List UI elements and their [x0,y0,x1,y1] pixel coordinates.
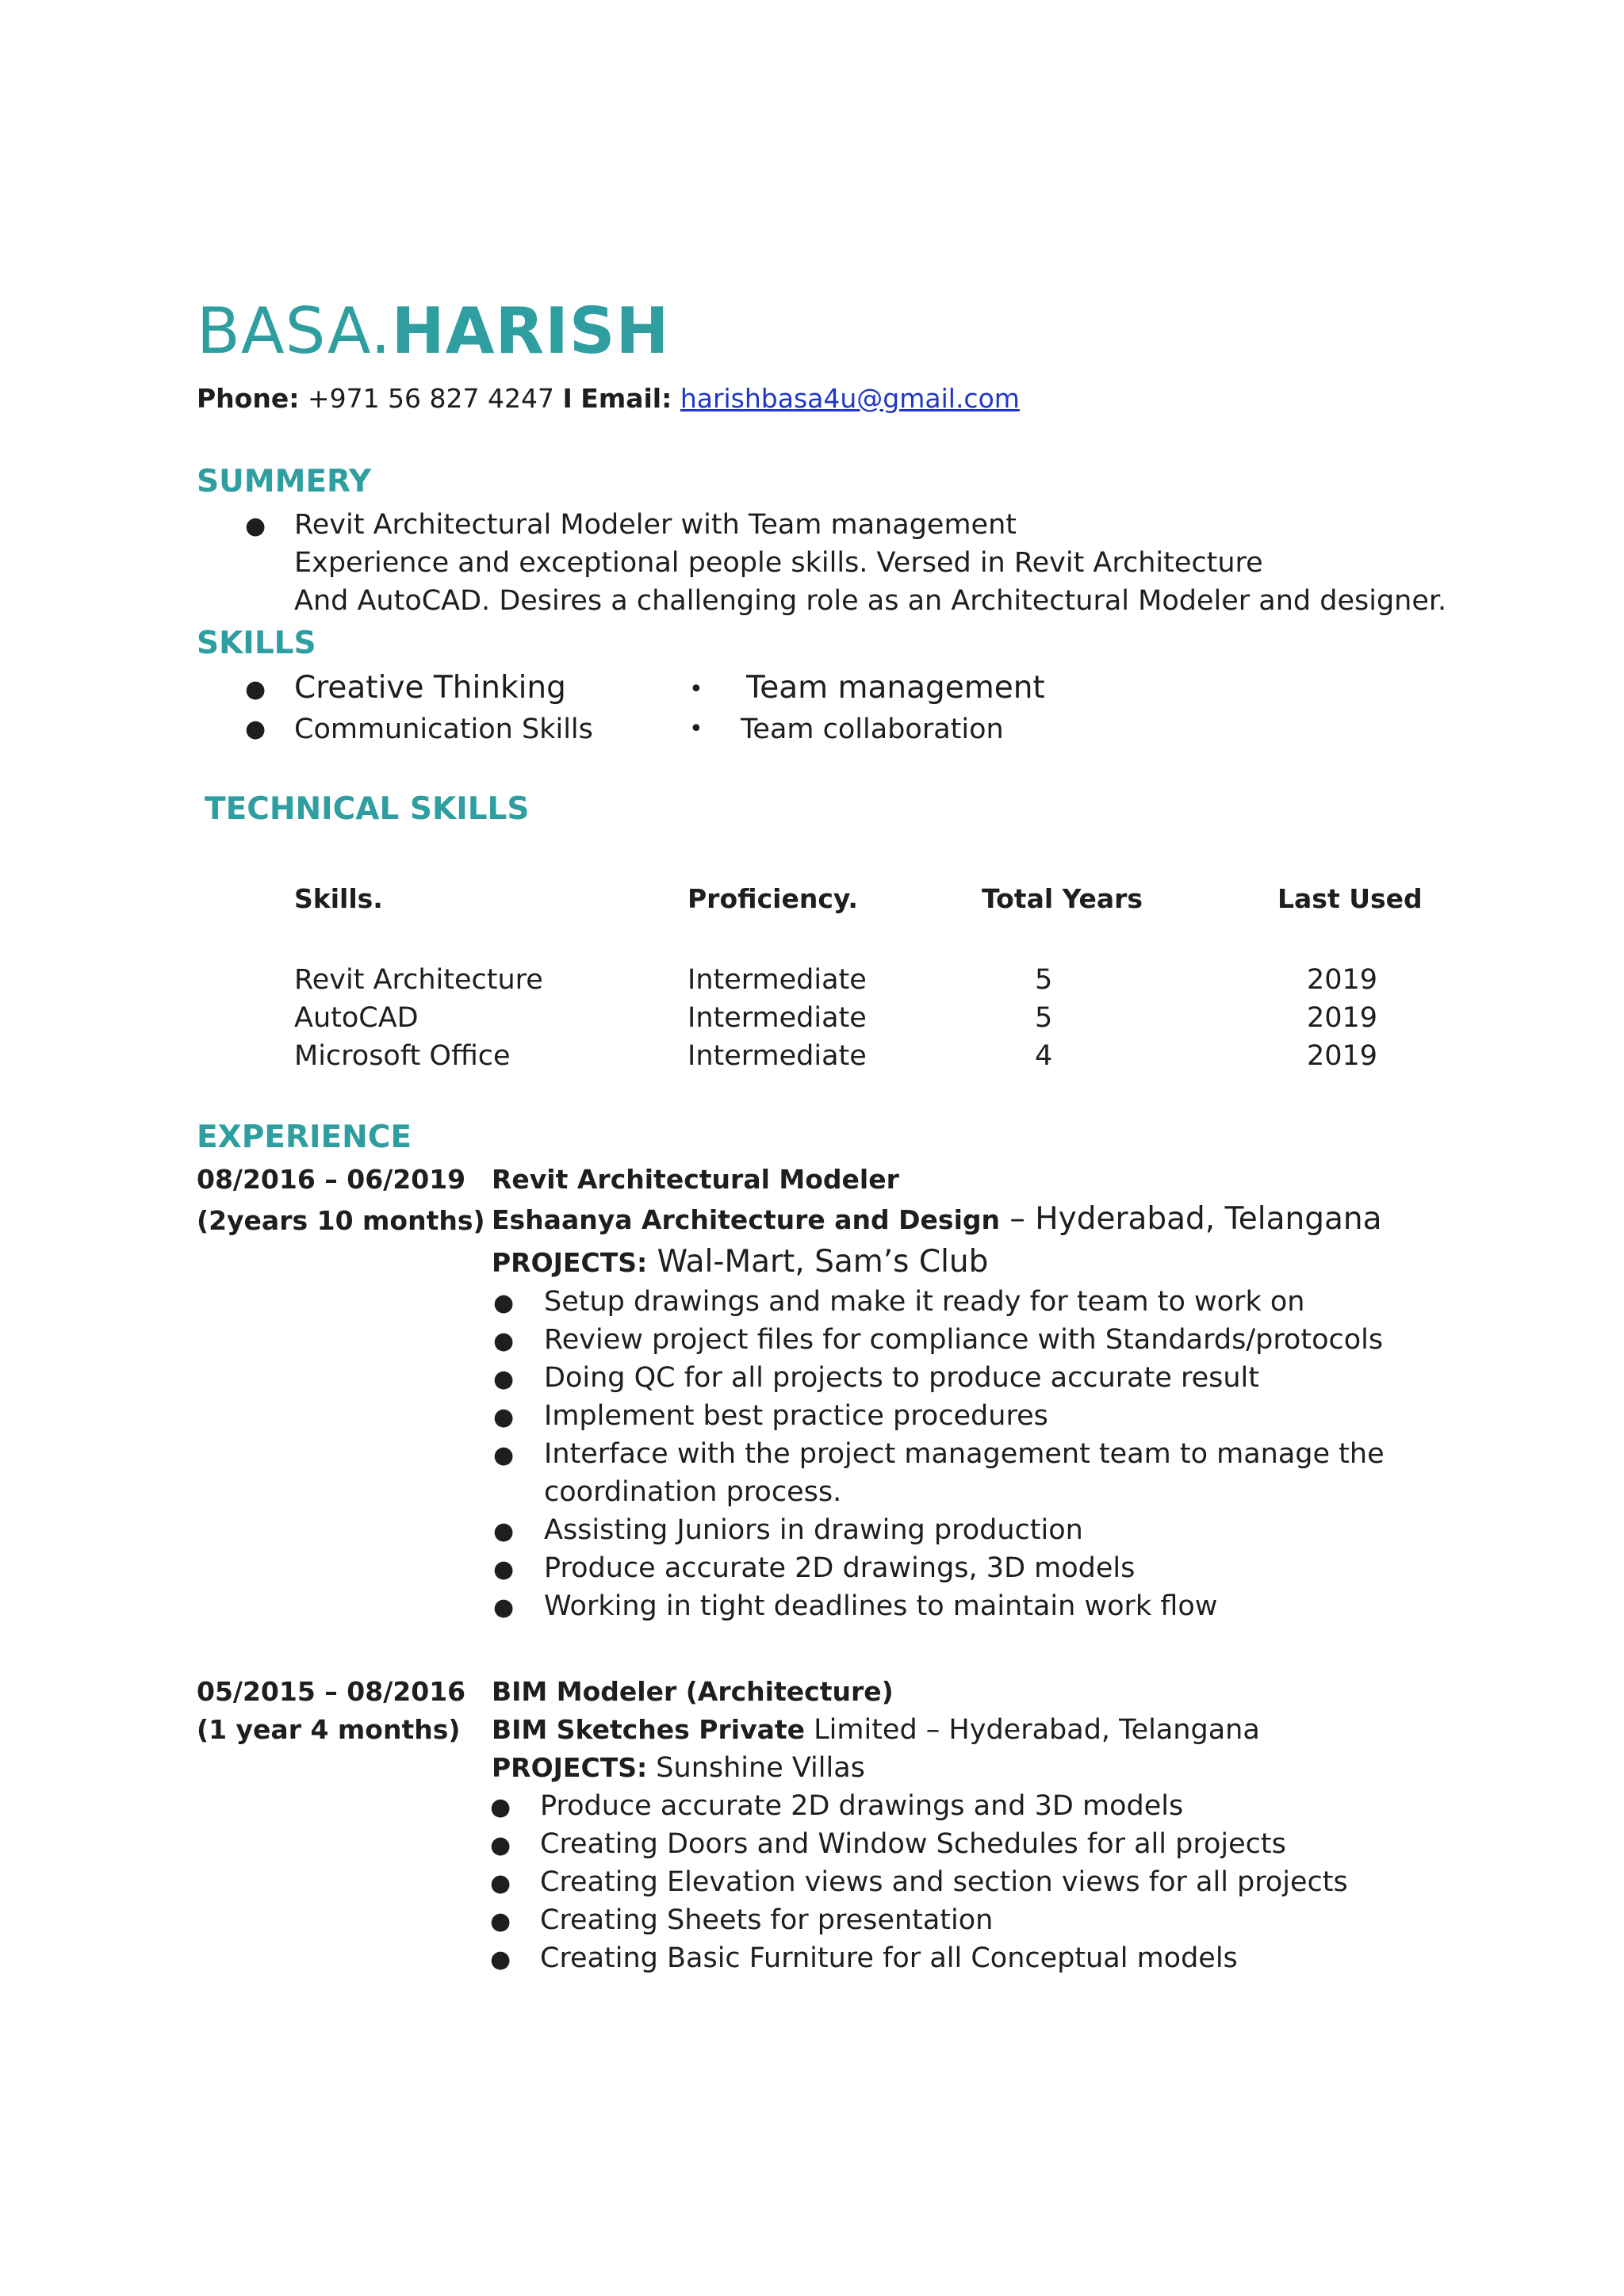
summary-line-1: Revit Architectural Modeler with Team management [294,509,1017,541]
skill-bullet: • [689,675,703,703]
list-bullet: ● [493,1327,515,1355]
summary-bullet: ● [245,512,266,540]
name-last: HARISH [391,294,670,368]
list-item: Produce accurate 2D drawings, 3D models [544,1552,1136,1584]
list-item: Creating Elevation views and section views for all projects [540,1866,1348,1898]
projects-label: PROJECTS: [492,1247,648,1278]
list-bullet: ● [490,1946,511,1973]
company-location: Limited – Hyderabad, Telangana [805,1714,1260,1746]
list-bullet: ● [493,1403,515,1431]
table-cell: 4 [1035,1040,1053,1072]
table-cell: Intermediate [688,1002,867,1034]
technical-skills-heading: TECHNICAL SKILLS [205,791,530,827]
phone-label: Phone: [197,383,300,414]
list-item: Working in tight deadlines to maintain work flow [544,1590,1218,1622]
summary-heading: SUMMERY [197,464,372,499]
skills-heading: SKILLS [197,626,316,661]
summary-line-2: Experience and exceptional people skills. Versed in Revit Architecture [294,547,1263,579]
list-bullet: ● [490,1831,511,1859]
job-company [492,1711,1260,1749]
job-company [492,1199,1382,1241]
contact-line [197,379,1020,419]
list-bullet: ● [490,1869,511,1897]
list-item: Implement best practice procedures [544,1400,1048,1432]
list-item: Produce accurate 2D drawings and 3D models [540,1790,1184,1822]
table-header-skills: Skills. [294,883,383,914]
table-cell: AutoCAD [294,1002,419,1034]
table-cell: 2019 [1307,1002,1378,1034]
skill-item: Communication Skills [294,714,593,745]
table-cell: 2019 [1307,964,1378,996]
list-item: Assisting Juniors in drawing production [544,1514,1083,1546]
list-bullet: ● [493,1594,515,1621]
company-name: BIM Sketches Private [492,1714,806,1745]
name-first: BASA. [197,294,392,368]
table-cell: Microsoft Office [294,1040,511,1072]
table-cell: 5 [1035,1002,1053,1034]
projects-value: Wal-Mart, Sam’s Club [647,1244,989,1280]
skill-item: Team collaboration [741,714,1004,745]
job-dates: 08/2016 – 06/2019 [197,1164,466,1195]
list-bullet: ● [493,1365,515,1393]
phone-value: +971 56 827 4247 [307,383,554,414]
table-cell: 5 [1035,964,1053,996]
table-cell: 2019 [1307,1040,1378,1072]
projects-label: PROJECTS: [492,1752,648,1783]
company-location: – Hyderabad, Telangana [1000,1201,1382,1237]
job-duration: (1 year 4 months) [197,1714,461,1745]
list-item: Review project files for compliance with Standards/protocols [544,1324,1384,1356]
table-header-total-years: Total Years [982,883,1143,914]
job-title: Revit Architectural Modeler [492,1164,899,1195]
list-bullet: ● [493,1289,515,1317]
resume-name [197,292,669,371]
list-item: Interface with the project management team to manage the [544,1438,1385,1470]
list-bullet: ● [490,1793,511,1821]
job-projects [492,1749,865,1787]
list-item: Creating Sheets for presentation [540,1904,994,1936]
contact-separator: I [562,383,573,414]
table-cell: Revit Architecture [294,964,543,996]
projects-value: Sunshine Villas [647,1752,865,1784]
skill-bullet: ● [245,675,266,703]
job-dates: 05/2015 – 08/2016 [197,1676,466,1707]
list-item: Doing QC for all projects to produce accurate result [544,1362,1260,1394]
job-duration: (2years 10 months) [197,1205,485,1236]
list-item: Creating Doors and Window Schedules for all projects [540,1828,1286,1860]
experience-heading: EXPERIENCE [197,1119,412,1155]
skill-bullet: • [689,715,703,743]
table-cell: Intermediate [688,1040,867,1072]
summary-line-3: And AutoCAD. Desires a challenging role as an Architectural Modeler and designer. [294,585,1447,617]
email-label: Email: [580,383,672,414]
list-item: Creating Basic Furniture for all Conceptual models [540,1942,1238,1974]
table-header-last-used: Last Used [1277,883,1423,914]
skill-item: Creative Thinking [294,670,566,706]
list-bullet: ● [493,1517,515,1545]
list-item: Setup drawings and make it ready for team to work on [544,1286,1305,1318]
skill-item: Team management [746,670,1045,706]
list-bullet: ● [493,1441,515,1469]
table-cell: Intermediate [688,964,867,996]
table-header-proficiency: Proficiency. [688,883,858,914]
job-projects [492,1242,988,1284]
email-link[interactable]: harishbasa4u@gmail.com [680,383,1020,414]
list-item-continuation: coordination process. [544,1476,842,1508]
list-bullet: ● [490,1908,511,1935]
list-bullet: ● [493,1556,515,1583]
job-title: BIM Modeler (Architecture) [492,1676,894,1707]
company-name: Eshaanya Architecture and Design [492,1204,1001,1235]
skill-bullet: ● [245,715,266,743]
